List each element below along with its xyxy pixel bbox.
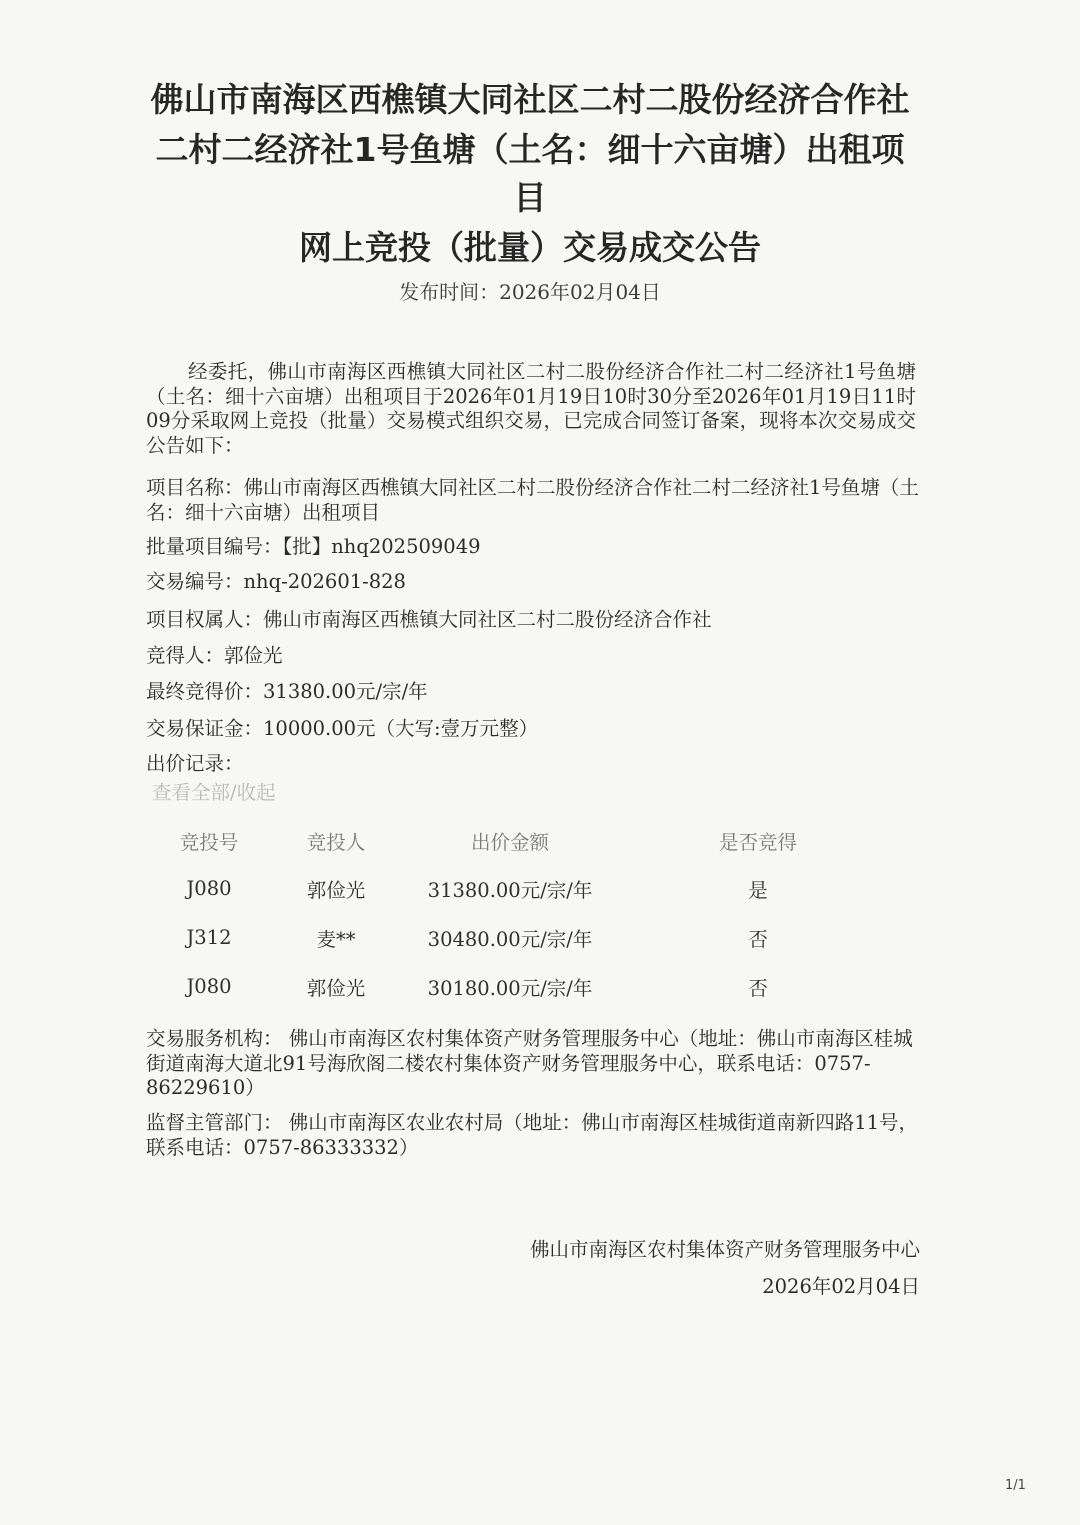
- bidder: 郭俭光: [306, 976, 366, 1000]
- title-line-4: 网上竞投（批量）交易成交公告: [299, 228, 761, 267]
- bid-table: [146, 818, 896, 1011]
- winner: 竞得人：郭俭光: [146, 644, 283, 667]
- title-line-2: 二村二经济社1号鱼塘（土名：细十六亩塘）出租项: [155, 130, 905, 169]
- batch-number: 批量项目编号：【批】nhq202509049: [146, 535, 481, 558]
- bid-amount: 31380.00元/宗/年: [427, 878, 593, 902]
- bid-record-label: 出价记录：: [146, 752, 244, 775]
- signature-org: 佛山市南海区农村集体资产财务管理服务中心: [529, 1238, 920, 1261]
- project-name: 项目名称：佛山市南海区西樵镇大同社区二村二股份经济合作社二村二经济社1号鱼塘（土名：细十六亩塘）出租项目: [146, 476, 919, 524]
- supervisor-dept: 监督主管部门： 佛山市南海区农业农村局（地址：佛山市南海区桂城街道南新四路11号，联系电话：0757-86333332）: [146, 1111, 919, 1159]
- table-row: [146, 913, 896, 962]
- toggle-all-link[interactable]: 查看全部/收起: [152, 781, 276, 804]
- won-status: 否: [748, 927, 768, 951]
- header-bid-amount: 出价金额: [470, 831, 549, 854]
- bidder: 郭俭光: [306, 878, 366, 902]
- header-bid-number: 竞投号: [179, 831, 239, 854]
- bid-number: J080: [186, 877, 232, 900]
- bid-amount: 30180.00元/宗/年: [427, 976, 593, 1000]
- project-owner: 项目权属人：佛山市南海区西樵镇大同社区二村二股份经济合作社: [146, 608, 712, 631]
- deposit: 交易保证金：10000.00元（大写:壹万元整）: [146, 717, 539, 740]
- page-number: 1/1: [1005, 1478, 1026, 1493]
- publish-time: 发布时间：2026年02月04日: [399, 280, 661, 304]
- table-row: [146, 864, 896, 913]
- won-status: 是: [748, 878, 768, 902]
- header-bidder: 竞投人: [306, 831, 366, 854]
- bidder: 麦**: [316, 927, 356, 951]
- title-line-1: 佛山市南海区西樵镇大同社区二村二股份经济合作社: [150, 80, 910, 119]
- table-row: [146, 962, 896, 1011]
- intro-paragraph: 经委托，佛山市南海区西樵镇大同社区二村二股份经济合作社二村二经济社1号鱼塘（土名：细十六亩塘）出租项目于2026年01月19日10时30分至2026年01月19日11时09分采取网上竞投（批量）交易模式组织交易，已完成合同签订备案，现将本次交易成交公告如下：: [146, 360, 916, 457]
- bid-amount: 30480.00元/宗/年: [427, 927, 593, 951]
- title-line-3: 目: [513, 178, 547, 217]
- trade-number: 交易编号：nhq-202601-828: [146, 570, 406, 593]
- service-agency: 交易服务机构： 佛山市南海区农村集体资产财务管理服务中心（地址：佛山市南海区桂城街道南海大道北91号海欣阁二楼农村集体资产财务管理服务中心，联系电话：0757-86229610）: [146, 1027, 913, 1099]
- bid-number: J080: [186, 975, 232, 998]
- header-won: 是否竞得: [718, 831, 797, 854]
- signature-date: 2026年02月04日: [762, 1275, 920, 1298]
- bid-table-header: [146, 818, 896, 864]
- final-price: 最终竞得价：31380.00元/宗/年: [146, 680, 428, 703]
- won-status: 否: [748, 976, 768, 1000]
- bid-number: J312: [186, 926, 232, 949]
